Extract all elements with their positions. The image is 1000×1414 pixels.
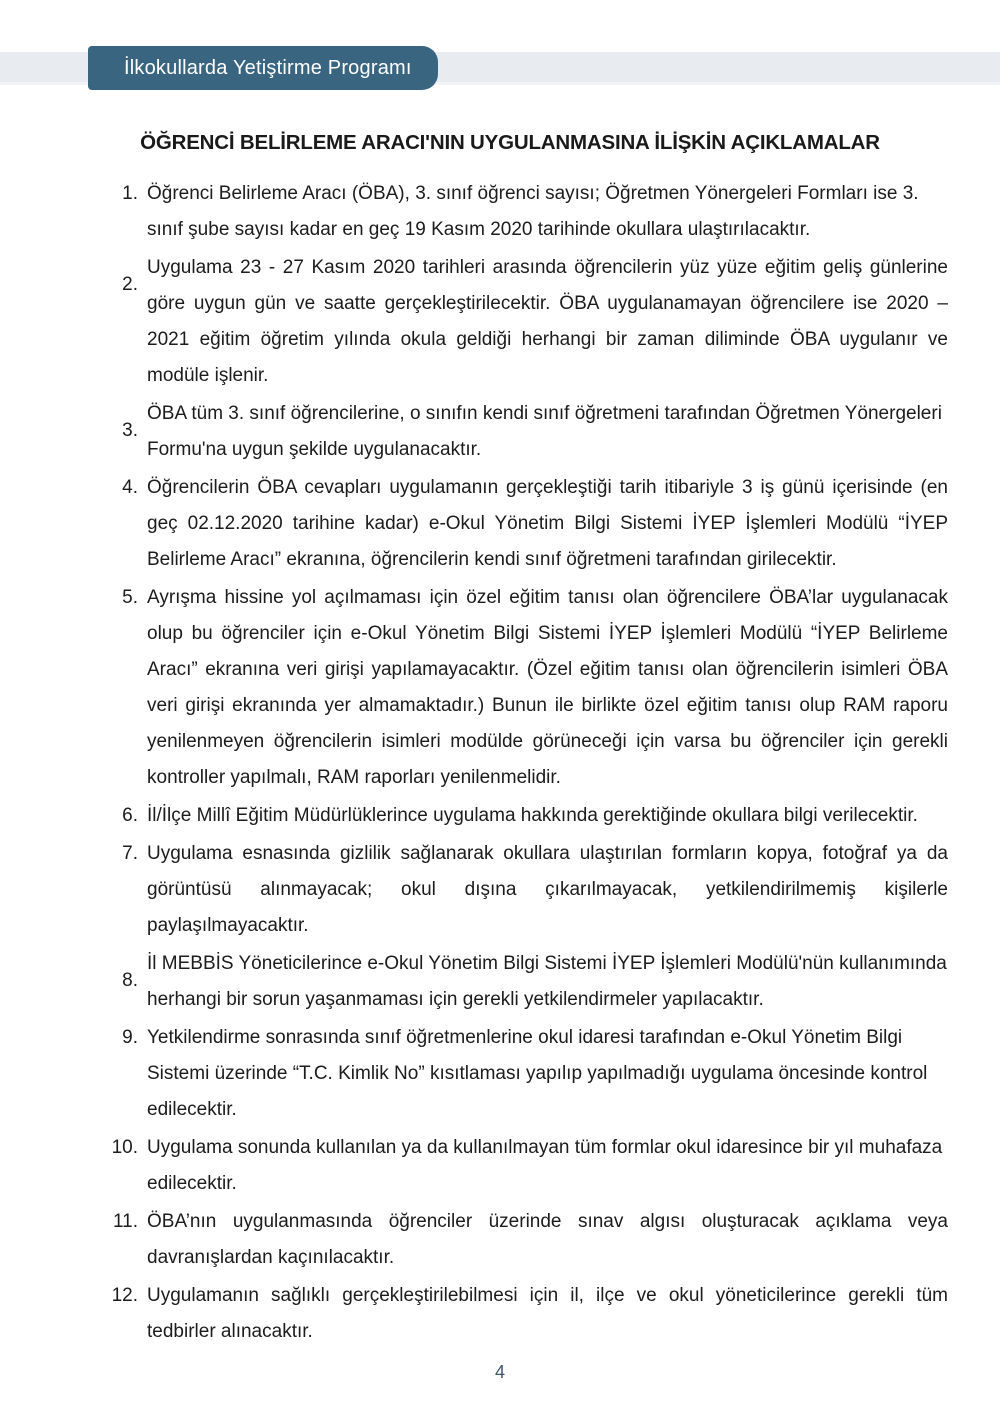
list-item-number: 5. (122, 587, 138, 608)
list-item-text: Uygulama 23 - 27 Kasım 2020 tarihleri arasında öğrencilerin yüz yüze eğitim geliş günlerine göre uygun gün ve saatte gerçekleştirilecektir. ÖBA uygulanamayan öğrencilere ise 2020 – 2021 eğitim öğretim yılında okula geldiği herhangi bir zaman diliminde ÖBA uygulanır ve modüle işlenir. (147, 257, 948, 386)
list-item (0, 580, 1000, 796)
list-item-text: İl/İlçe Millî Eğitim Müdürlüklerince uygulama hakkında gerektiğinde okullara bilgi verilecektir. (147, 805, 918, 826)
list-item-text: Uygulamanın sağlıklı gerçekleştirilebilmesi için il, ilçe ve okul yöneticilerince gerekli tüm tedbirler alınacaktır. (147, 1285, 948, 1342)
instructions-list (0, 176, 1000, 1350)
list-item-number: 7. (122, 843, 138, 864)
list-item-number: 11. (112, 1211, 138, 1232)
list-item (0, 1278, 1000, 1350)
list-item (0, 1020, 1000, 1128)
list-item (0, 798, 1000, 834)
list-item-text: Uygulama sonunda kullanılan ya da kullanılmayan tüm formlar okul idaresince bir yıl muhafaza edilecektir. (147, 1137, 943, 1194)
list-item-number: 12. (111, 1285, 138, 1306)
list-item-text: İl MEBBİS Yöneticilerince e-Okul Yönetim Bilgi Sistemi İYEP İşlemleri Modülü'nün kullanımında herhangi bir sorun yaşanmaması için gerekli yetkilendirmeler yapılacaktır. (147, 953, 947, 1010)
list-item (0, 396, 1000, 468)
list-item-text: Öğrenci Belirleme Aracı (ÖBA), 3. sınıf öğrenci sayısı; Öğretmen Yönergeleri Formları ise 3. sınıf şube sayısı kadar en geç 19 Kasım 2020 tarihinde okullara ulaştırılacaktır. (147, 183, 919, 240)
list-item-number: 3. (122, 420, 138, 441)
page-title: ÖĞRENCİ BELİRLEME ARACI'NIN UYGULANMASINA İLİŞKİN AÇIKLAMALAR (140, 131, 880, 154)
list-item-text: Uygulama esnasında gizlilik sağlanarak okullara ulaştırılan formların kopya, fotoğraf ya da görüntüsü alınmayacak; okul dışına çıkarılmayacak, yetkilendirilmemiş kişilerle paylaşılmayacaktır. (147, 843, 948, 936)
list-item-text: Öğrencilerin ÖBA cevapları uygulamanın gerçekleştiği tarih itibariyle 3 iş günü içerisinde (en geç 02.12.2020 tarihine kadar) e-Okul Yönetim Bilgi Sistemi İYEP İşlemleri Modülü “İYEP Belirleme Aracı” ekranına, öğrencilerin kendi sınıf öğretmeni tarafından girilecektir. (147, 477, 948, 570)
list-item-text: Ayrışma hissine yol açılmaması için özel eğitim tanısı olan öğrencilere ÖBA’lar uygulanacak olup bu öğrenciler için e-Okul Yönetim Bilgi Sistemi İYEP İşlemleri Modülü “İYEP Belirleme Aracı” ekranına veri girişi yapılamayacaktır. (Özel eğitim tanısı olan öğrencilerin isimleri ÖBA veri girişi ekranında yer almamaktadır.) Bunun ile birlikte özel eğitim tanısı olup RAM raporu yenilenmeyen öğrencilerin isimleri modülde görüneceği için varsa bu öğrenciler için gerekli kontroller yapılmalı, RAM raporları yenilenmelidir. (147, 587, 948, 788)
program-header-label: İlkokullarda Yetiştirme Programı (124, 56, 412, 79)
list-item (0, 1204, 1000, 1276)
list-item (0, 250, 1000, 394)
list-item (0, 836, 1000, 944)
program-header-banner (88, 46, 438, 90)
list-item-number: 8. (122, 970, 138, 991)
list-item-text: Yetkilendirme sonrasında sınıf öğretmenlerine okul idaresi tarafından e-Okul Yönetim Bilgi Sistemi üzerinde “T.C. Kimlik No” kısıtlaması yapılıp yapılmadığı uygulama öncesinde kontrol edilecektir. (147, 1027, 928, 1120)
list-item (0, 176, 1000, 248)
page-number: 4 (494, 1362, 505, 1382)
list-item-number: 9. (122, 1027, 138, 1048)
list-item-number: 4. (122, 477, 138, 498)
list-item-number: 1. (122, 183, 138, 204)
list-item (0, 1130, 1000, 1202)
list-item-number: 2. (122, 274, 138, 295)
list-item-text: ÖBA tüm 3. sınıf öğrencilerine, o sınıfın kendi sınıf öğretmeni tarafından Öğretmen Yönergeleri Formu'na uygun şekilde uygulanacaktır. (147, 403, 942, 460)
list-item-number: 10. (111, 1137, 138, 1158)
list-item-number: 6. (122, 805, 138, 826)
list-item (0, 470, 1000, 578)
list-item-text: ÖBA’nın uygulanmasında öğrenciler üzerinde sınav algısı oluşturacak açıklama veya davranışlardan kaçınılacaktır. (147, 1211, 948, 1268)
instructions-section (0, 176, 1000, 1352)
list-item (0, 946, 1000, 1018)
